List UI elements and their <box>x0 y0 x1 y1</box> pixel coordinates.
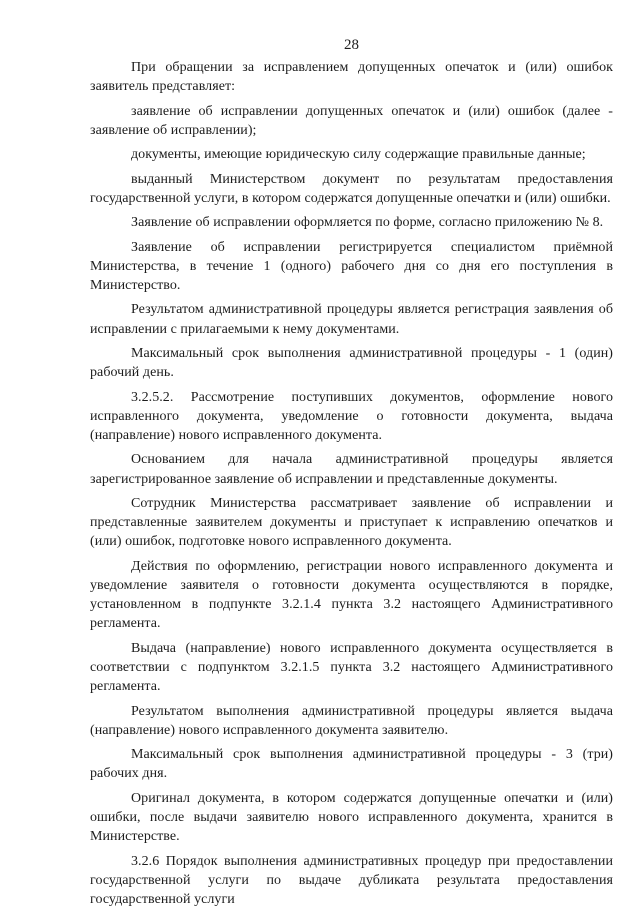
paragraph: Оригинал документа, в котором содержатся допущенные опечатки и (или) ошибки, после выдачи заявителю нового исправленного документа, хранится в Министерстве. <box>90 790 613 845</box>
paragraph: выданный Министерством документ по результатам предоставления государственной услуги, в котором содержатся допущенные опечатки и (или) ошибки. <box>90 171 613 206</box>
section-heading-paragraph: 3.2.5.2. Рассмотрение поступивших документов, оформление нового исправленного документа, уведомление о готовности документа, выдача (направление) нового исправленного документа. <box>90 389 613 443</box>
paragraph: Результатом административной процедуры является регистрация заявления об исправлении с прилагаемыми к нему документами. <box>90 302 613 337</box>
paragraph: Максимальный срок выполнения административной процедуры - 1 (один) рабочий день. <box>90 345 613 381</box>
paragraph: Заявление об исправлении оформляется по форме, согласно приложению № 8. <box>131 215 604 231</box>
document-body <box>90 58 613 914</box>
paragraph: заявление об исправлении допущенных опечаток и (или) ошибок (далее - заявление об исправлении); <box>90 103 613 138</box>
paragraph: Действия по оформлению, регистрации нового исправленного документа и уведомление заявителя о готовности документа осуществляются в порядке, установленном в подпункте 3.2.1.4 пункта 3.2 настоящего Административного регламента. <box>90 558 613 632</box>
paragraph: Выдача (направление) нового исправленного документа осуществляется в соответствии с подпунктом 3.2.1.5 пункта 3.2 настоящего Административного регламента. <box>90 640 613 695</box>
paragraph: Заявление об исправлении регистрируется специалистом приёмной Министерства, в течение 1 (одного) рабочего дня со дня его поступления в Министерство. <box>90 239 613 293</box>
paragraph: Результатом выполнения административной процедуры является выдача (направление) нового исправленного документа заявителю. <box>90 703 613 738</box>
paragraph: Максимальный срок выполнения административной процедуры - 3 (три) рабочих дня. <box>90 747 613 782</box>
paragraph: При обращении за исправлением допущенных опечаток и (или) ошибок заявитель представляет: <box>90 60 613 95</box>
paragraph: Основанием для начала административной процедуры является зарегистрированное заявление об исправлении и представленные документы. <box>90 452 613 487</box>
document-page <box>90 0 613 905</box>
paragraph: Сотрудник Министерства рассматривает заявление об исправлении и представленные заявителем документы и приступает к исправлению опечатков и (или) ошибок, подготовке нового исправленного документа. <box>90 495 613 550</box>
paragraph: документы, имеющие юридическую силу содержащие правильные данные; <box>131 147 586 163</box>
section-heading-paragraph: 3.2.6 Порядок выполнения административных процедур при предоставлении государственной услуги по выдаче дубликата результата предоставления государственной услуги <box>90 853 613 907</box>
page-number: 28 <box>344 37 359 53</box>
